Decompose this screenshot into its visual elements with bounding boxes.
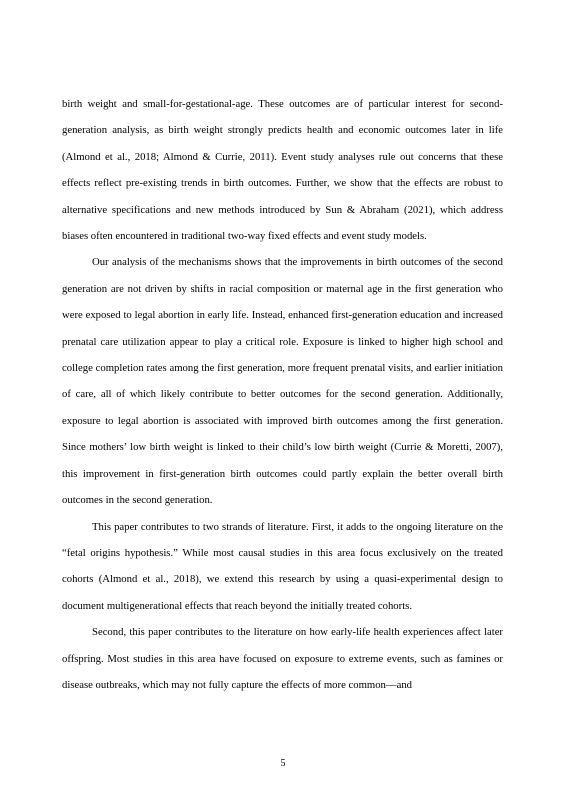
paragraph-2: Our analysis of the mechanisms shows that the improvements in birth outcomes of the second generation are not driven by shifts in racial composition or maternal age in the first generation who were exposed to legal abortion in early life. Instead, enhanced first-generation education and increased prenatal care utilization appear to play a critical role. Exposure is linked to higher high school and college completion rates among the first generation, more frequent prenatal visits, and earlier initiation of care, all of which likely contribute to better outcomes for the second generation. Additionally, exposure to legal abortion is associated with improved birth outcomes among the first generation. Since mothers’ low birth weight is linked to their child’s low birth weight (Currie & Moretti, 2007), this improvement in first-generation birth outcomes could partly explain the better overall birth outcomes in the second generation. <box>62 256 503 507</box>
paragraph-3: This paper contributes to two strands of literature. First, it adds to the ongoing literature on the “fetal origins hypothesis.” While most causal studies in this area focus exclusively on the treated cohorts (Almond et al., 2018), we extend this research by using a quasi-experimental design to document multigenerational effects that reach beyond the initially treated cohorts. <box>62 520 503 612</box>
body-text <box>62 91 503 698</box>
paragraph-4: Second, this paper contributes to the literature on how early-life health experiences affect later offspring. Most studies in this area have focused on exposure to extreme events, such as famines or disease outbreaks, which may not fully capture the effects of more common—and <box>62 626 503 691</box>
page-number: 5 <box>280 758 286 769</box>
paragraph-1: birth weight and small-for-gestational-age. These outcomes are of particular interest for second-generation analysis, as birth weight strongly predicts health and economic outcomes later in life (Almond et al., 2018; Almond & Currie, 2011). Event study analyses rule out concerns that these effects reflect pre-existing trends in birth outcomes. Further, we show that the effects are robust to alternative specifications and new methods introduced by Sun & Abraham (2021), which address biases often encountered in traditional two-way fixed effects and event study models. <box>62 98 503 243</box>
